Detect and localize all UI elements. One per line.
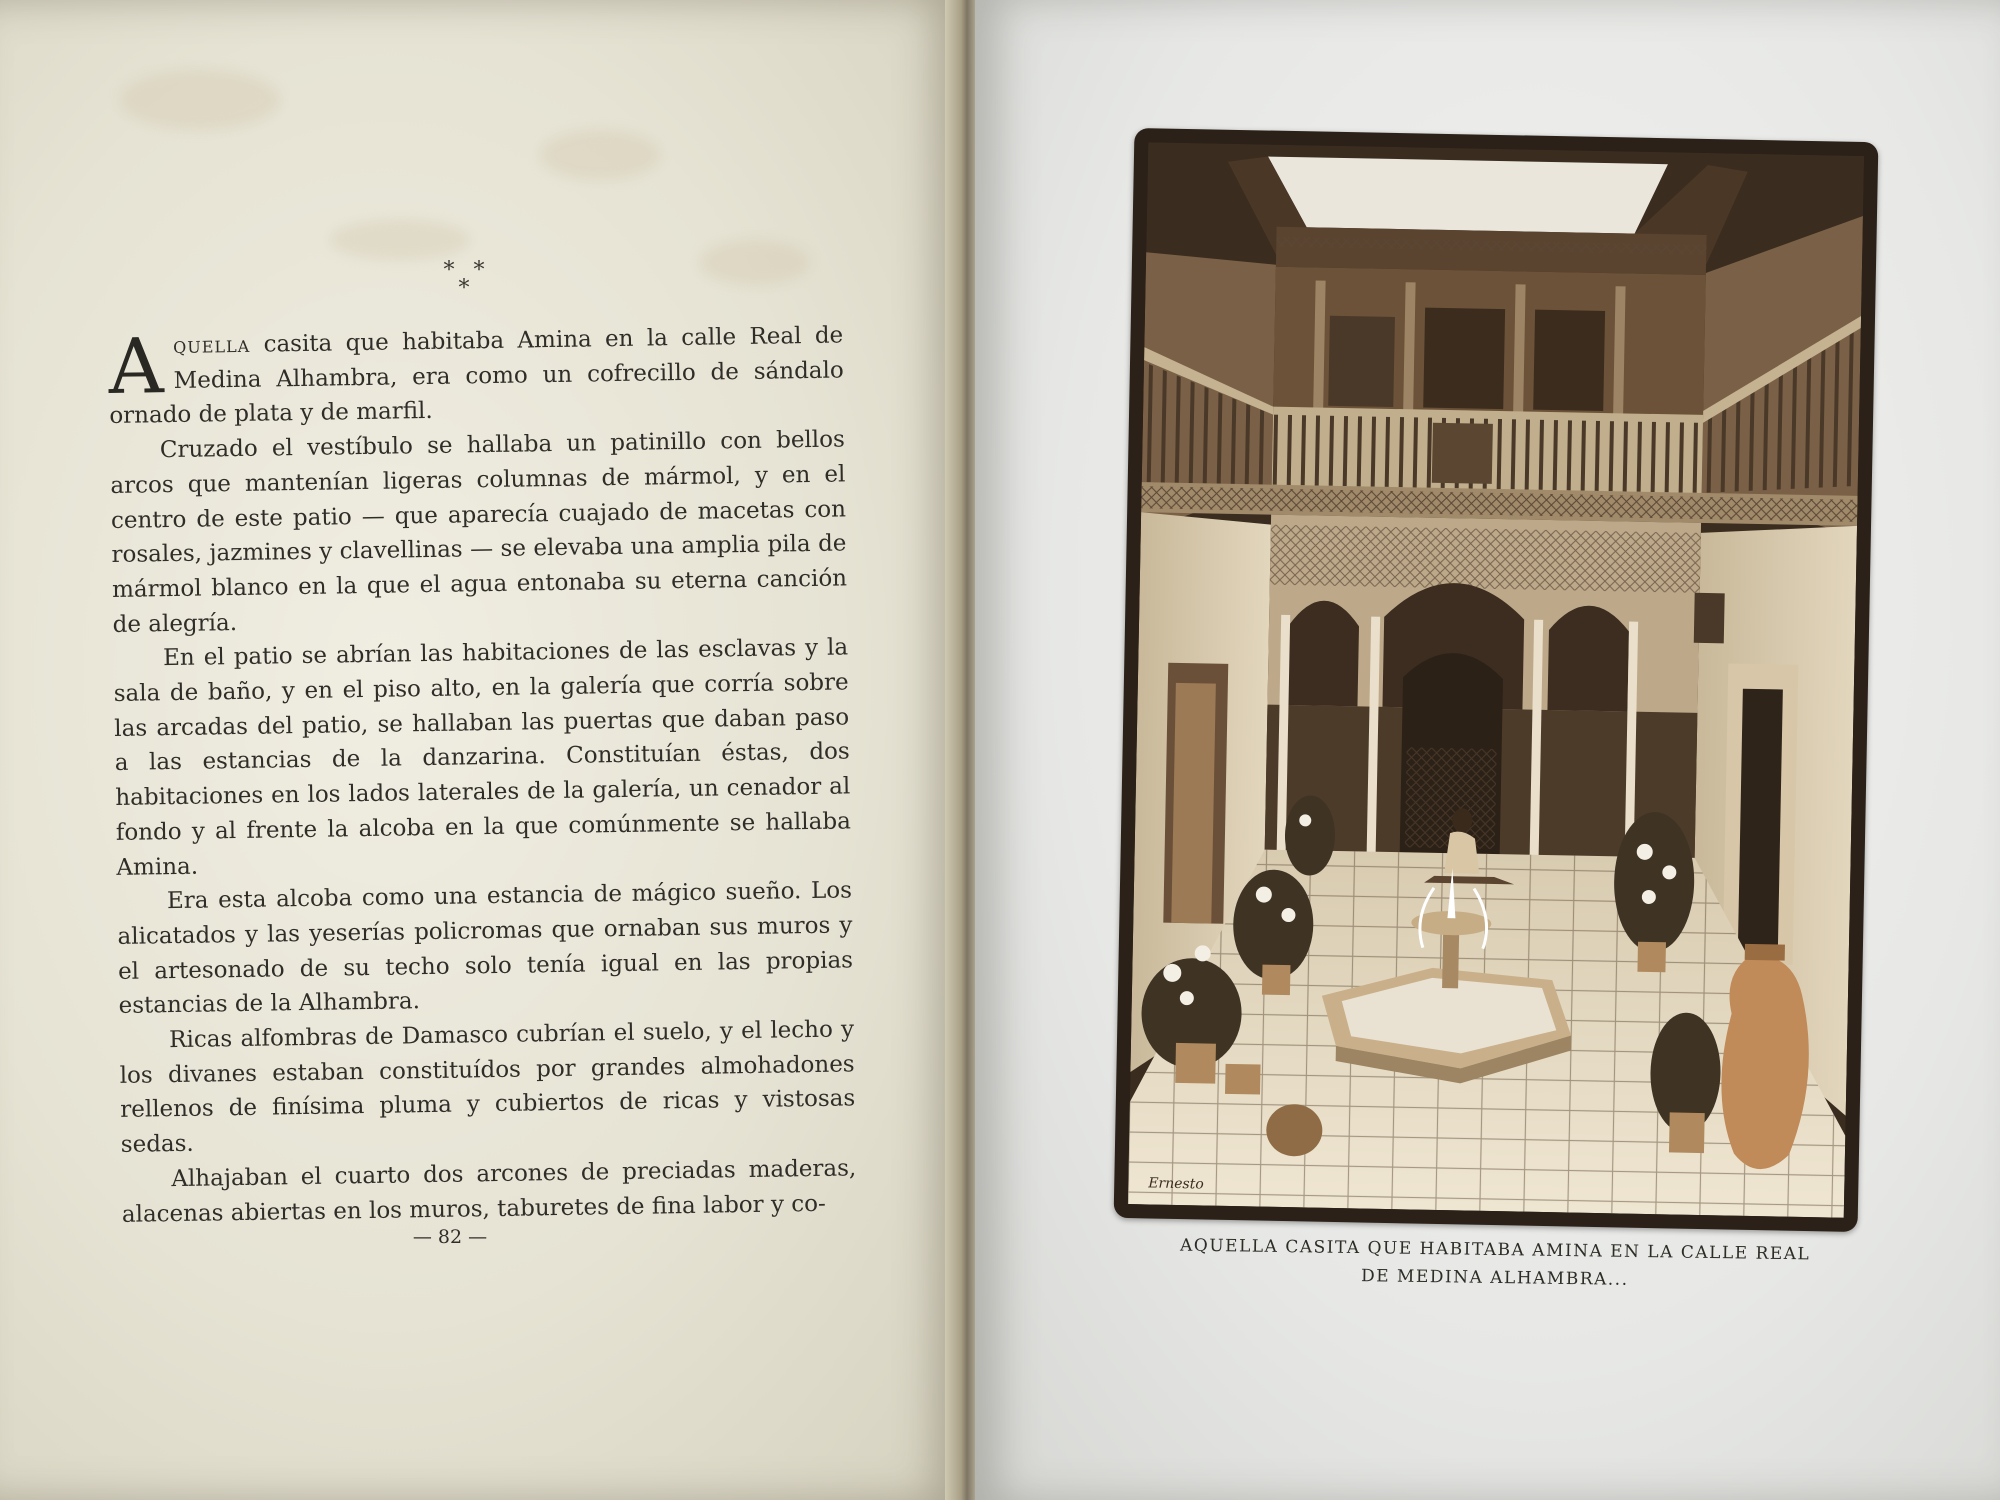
sky-opening (1267, 157, 1668, 235)
paper-stain (330, 220, 470, 260)
artist-signature: Ernesto (1148, 1175, 1204, 1193)
page-number: — 82 — (412, 1226, 488, 1248)
paragraph-3: En el patio se abrían las habitaciones de las esclavas y la sala de baño, y en el piso alto, en la galería que corría sobre las arcadas del patio, se hallaban las puertas que daban paso a las estancias de la danzarina. Constituían éstas, dos habitaciones en los lados laterales de la galería, un cenador al fondo y al frente la alcoba en la que comúnmente se hallaba Amina. (113, 634, 852, 881)
paragraph-5: Ricas alfombras de Damasco cubrían el suelo, y el lecho y los divanes estaban constituídos por grandes almohadones rellenos de finísima pluma y cubiertos de ricas y vistosas sedas. (119, 1016, 856, 1159)
drop-cap: A (107, 321, 165, 411)
left-page (0, 0, 965, 1500)
paragraph-2: Cruzado el vestíbulo se hallaba un patinillo con bellos arcos que mantenían ligeras columnas de mármol, y en el centro de este patio — que aparecía cuajado de macetas con rosales, jazmines y clavellinas — se elevaba una amplia pila de mármol blanco en la que el agua entonaba su eterna canción de alegría. (110, 426, 848, 638)
caption-line-1: AQUELLA CASITA QUE HABITABA AMINA EN LA CALLE REAL (1179, 1235, 1811, 1265)
paper-stain (700, 240, 810, 285)
paper-stain (120, 70, 280, 130)
paragraph-1 (108, 318, 845, 434)
courtyard-drawing (1128, 142, 1864, 1218)
paragraph-text: casita que habitaba Amina en la calle Real de Medina Alhambra, era como un cofrecillo de sándalo ornado de plata y de marfil. (109, 322, 844, 430)
lead-small-caps: quella (172, 331, 251, 359)
illustration-caption (1175, 1232, 1816, 1297)
paper-stain (540, 130, 660, 180)
paragraph-6: Alhajaban el cuarto dos arcones de preciadas maderas, alacenas abiertas en los muros, taburetes de fina labor y co- (121, 1155, 857, 1228)
section-ornament: * * * (443, 258, 491, 301)
body-text (108, 318, 857, 1232)
paragraph-4: Era esta alcoba como una estancia de mágico sueño. Los alicatados y las yeserías policromas que ornaban sus muros y el artesonado de su techo solo tenía igual en las propias estancias de la Alhambra. (117, 877, 854, 1020)
caption-line-2: DE MEDINA ALHAMBRA... (1360, 1266, 1629, 1290)
courtyard-illustration (1114, 128, 1879, 1232)
